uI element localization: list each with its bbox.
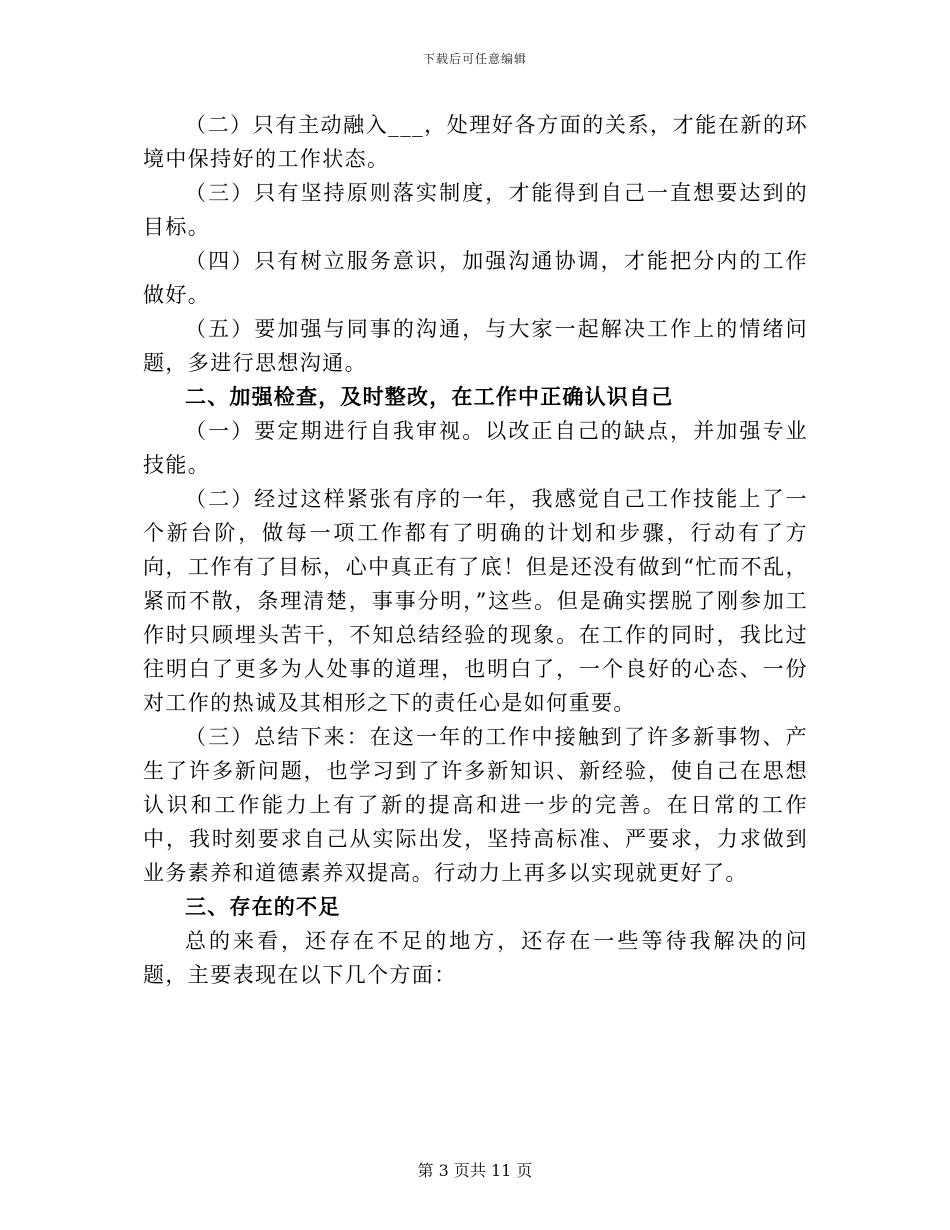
section-heading-2: 二、加强检查，及时整改，在工作中正确认识自己 — [185, 385, 674, 409]
paragraph-3-2: （二）经过这样紧张有序的一年，我感觉自己工作技能上了一个新台阶，做每一项工作都有了明确的计划和步骤，行动有了方向，工作有了目标，心中真正有了底！但是还没有做到“忙而不乱，紧而不散，条理清楚，事事分明，”这些。但是确实摆脱了刚参加工作时只顾埋头苦干，不知总结经验的现象。在工作的同时，我比过往明白了更多为人处事的道理，也明白了，一个良好的心态、一份对工作的热诚及其相形之下的责任心是如何重要。 — [143, 487, 808, 715]
paragraph-2-2: （二）只有主动融入___，处理好各方面的关系，才能在新的环境中保持好的工作状态。 — [143, 113, 808, 171]
paragraph-3-1: （一）要定期进行自我审视。以改正自己的缺点，并加强专业技能。 — [143, 419, 808, 477]
paragraph-3-3: （三）总结下来：在这一年的工作中接触到了许多新事物、产生了许多新问题，也学习到了许多新知识、新经验，使自己在思想认识和工作能力上有了新的提高和进一步的完善。在日常的工作中，我时刻要求自己从实际出发，坚持高标准、严要求，力求做到业务素养和道德素养双提高。行动力上再多以实现就更好了。 — [143, 725, 808, 885]
section-heading-3: 三、存在的不足 — [185, 895, 341, 919]
paragraph-2-3: （三）只有坚持原则落实制度，才能得到自己一直想要达到的目标。 — [143, 181, 808, 239]
document-body — [143, 108, 808, 992]
paragraph-4-1: 总的来看，还存在不足的地方，还存在一些等待我解决的问题，主要表现在以下几个方面： — [143, 929, 808, 987]
paragraph-2-5: （五）要加强与同事的沟通，与大家一起解决工作上的情绪问题，多进行思想沟通。 — [143, 317, 808, 375]
paragraph-2-4: （四）只有树立服务意识，加强沟通协调，才能把分内的工作做好。 — [143, 249, 808, 307]
page-header: 下载后可任意编辑 — [422, 52, 527, 66]
page-footer: 第 3 页共 11 页 — [417, 1161, 533, 1180]
